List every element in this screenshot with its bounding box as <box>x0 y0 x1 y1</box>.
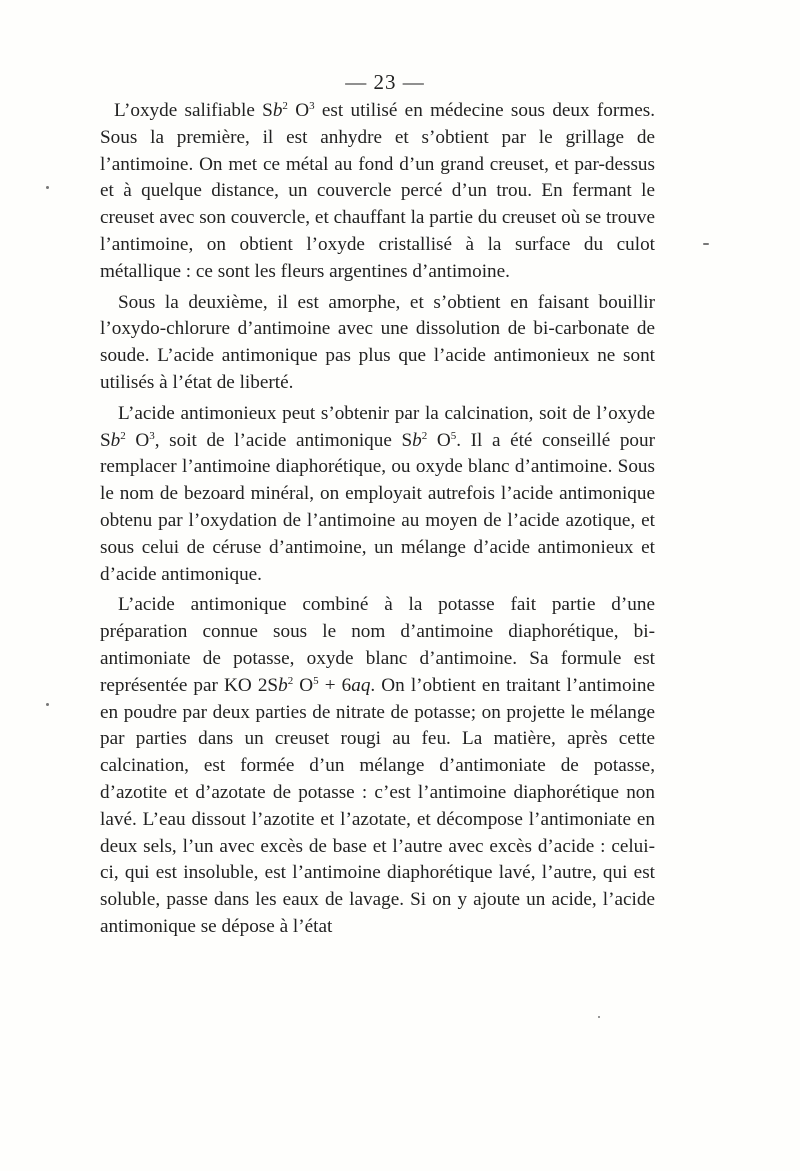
formula-superscript: 3 <box>149 429 155 442</box>
formula-superscript: 2 <box>421 429 428 442</box>
text-run: . On l’obtient en traitant l’antimoine en poudre par deux parties de nitrate de potasse; on projette le mélange par parties dans un creuset rougi au feu. La matière, après cette calcination, est formée d’un mélange d’antimoniate de potasse, d’azotite et d’azotate de potasse : c’est l’antimoine diaphorétique non lavé. L’eau dissout l’azotite et l’azotate, et décompose l’antimoniate en deux sels, l’un avec excès de base et l’autre avec excès d’acide : celui-ci, qui est insoluble, est l’antimoine diaphorétique lavé, l’autre, qui est soluble, passe dans les eaux de lavage. Si on y ajoute un acide, l’acide antimonique se dépose à l’état <box>100 674 656 937</box>
text-run: , soit de l’acide antimonique S <box>154 429 413 451</box>
paragraph <box>100 290 655 397</box>
paragraph <box>100 98 655 286</box>
text-run: L’acide antimonique combiné à la potasse fait partie d’une préparation connue sous le nom d’antimoine diaphorétique, bi-antimoniate de potasse, oxyde blanc d’antimoine. Sa formule est représentée par KO 2S <box>100 594 655 696</box>
formula-italic: b <box>110 429 121 451</box>
formula-superscript: 2 <box>287 674 294 687</box>
paper-speck <box>46 186 49 189</box>
formula-italic: b <box>272 100 283 121</box>
formula-italic: b <box>278 674 288 696</box>
body-text <box>100 98 655 945</box>
formula-superscript: 2 <box>282 100 288 112</box>
text-run: + 6 <box>318 674 352 696</box>
formula-superscript: 5 <box>313 674 319 687</box>
text-run: O <box>427 429 451 451</box>
paper-speck <box>598 1016 600 1018</box>
text-run: O <box>293 674 314 696</box>
formula-italic: aq <box>351 674 371 696</box>
text-run: L’oxyde salifiable S <box>114 100 273 121</box>
text-run: Sous la deuxième, il est amorphe, et s’obtient en faisant bouillir l’oxydo-chlorure d’antimoine avec une dissolution de bi-carbonate de soude. L’acide antimonique pas plus que l’acide antimonieux ne sont utilisés à l’état de liberté. <box>100 291 655 393</box>
page-number: — 23 — <box>345 70 425 94</box>
text-run: L’acide antimonieux peut s’obtenir par la calcination, soit de l’oxyde S <box>100 402 655 451</box>
formula-superscript: 5 <box>450 429 457 442</box>
formula-superscript: 2 <box>120 429 126 442</box>
text-run: . Il a été conseillé pour remplacer l’antimoine diaphorétique, ou oxyde blanc d’antimoine. Sous le nom de bezoard minéral, on employait autrefois l’acide antimonique obtenu par l’oxydation de l’antimoine au moyen de l’acide azotique, et sous celui de céruse d’antimoine, un mélange d’acide antimonieux et d’acide antimonique. <box>100 429 656 585</box>
text-run: O <box>125 429 150 451</box>
paragraph <box>100 592 655 940</box>
paper-speck <box>46 703 49 706</box>
paragraph <box>100 401 655 589</box>
text-run: est utilisé en médecine sous deux formes. Sous la première, il est anhydre et s’obtient par le grillage de l’antimoine. On met ce métal au fond d’un grand creuset, et par-dessus et à quelque distance, un couvercle percé d’un trou. En fermant le creuset avec son couvercle, et chauffant la partie du creuset où se trouve l’antimoine, on obtient l’oxyde cristallisé à la surface du culot métallique : ce sont les fleurs argentines d’antimoine. <box>100 100 655 282</box>
paper-speck <box>703 243 709 245</box>
formula-superscript: 3 <box>309 100 315 112</box>
text-run: O <box>287 100 310 121</box>
formula-italic: b <box>412 429 422 451</box>
